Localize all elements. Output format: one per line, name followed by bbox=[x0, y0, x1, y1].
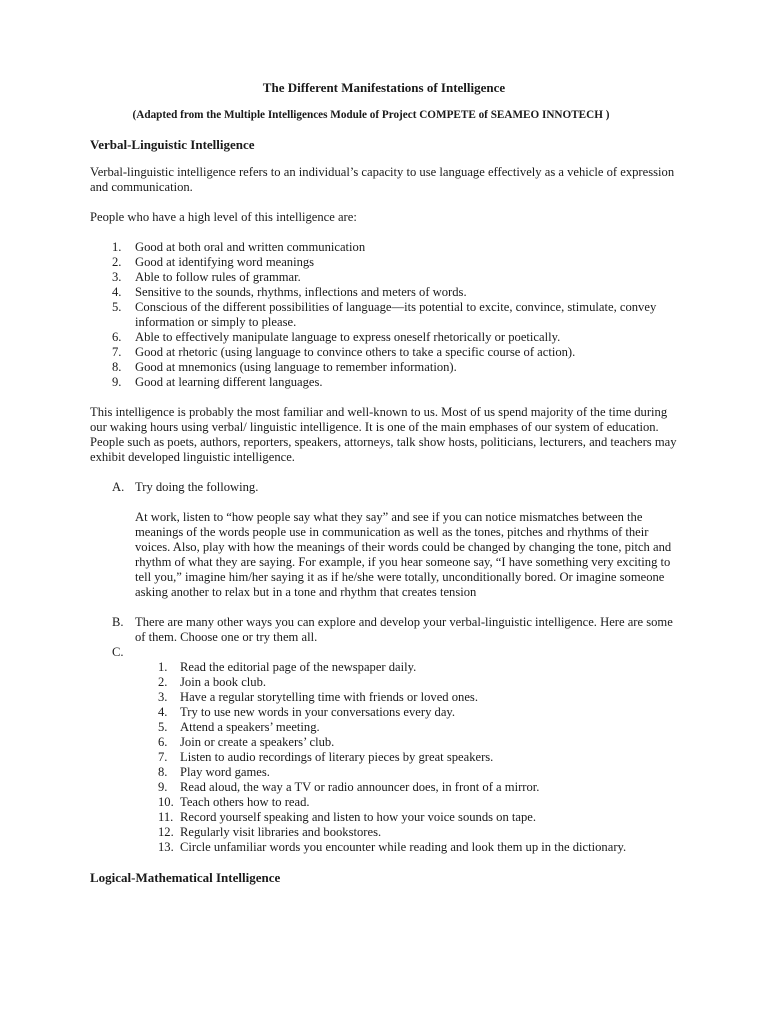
item-a-text: Try doing the following. bbox=[135, 480, 259, 494]
list-number: 5. bbox=[158, 720, 168, 734]
list-number: 12. bbox=[158, 825, 174, 839]
list-number: 10. bbox=[158, 795, 174, 809]
list-text: Have a regular storytelling time with friends or loved ones. bbox=[180, 690, 478, 704]
document-body bbox=[90, 137, 680, 885]
list-number: 9. bbox=[158, 780, 168, 794]
list-number: 7. bbox=[112, 345, 122, 359]
list-item bbox=[90, 660, 680, 675]
list-text: Able to follow rules of grammar. bbox=[135, 270, 301, 284]
list-item bbox=[90, 765, 680, 780]
list-text: Good at learning different languages. bbox=[135, 375, 323, 389]
list-number: 3. bbox=[112, 270, 122, 284]
list-text: Play word games. bbox=[180, 765, 270, 779]
list-text: Good at both oral and written communication bbox=[135, 240, 366, 254]
list-item bbox=[90, 810, 680, 825]
list-item bbox=[90, 750, 680, 765]
list-text: Good at rhetoric (using language to convince others to take a specific course of action). bbox=[135, 345, 576, 359]
list-number: 4. bbox=[158, 705, 168, 719]
list-text: Record yourself speaking and listen to how your voice sounds on tape. bbox=[180, 810, 537, 824]
list-text: Listen to audio recordings of literary pieces by great speakers. bbox=[180, 750, 494, 764]
activities-list bbox=[90, 660, 680, 855]
traits-list bbox=[90, 240, 680, 390]
list-text: Conscious of the different possibilities of language—its potential to excite, convince, stimulate, convey information or simply to please. bbox=[135, 300, 657, 329]
list-item bbox=[90, 735, 680, 750]
list-item bbox=[90, 705, 680, 720]
list-text: Good at identifying word meanings bbox=[135, 255, 315, 269]
list-number: 7. bbox=[158, 750, 168, 764]
list-number: 4. bbox=[112, 285, 122, 299]
item-letter: C. bbox=[112, 645, 124, 659]
item-c bbox=[90, 645, 680, 660]
list-number: 9. bbox=[112, 375, 122, 389]
list-item bbox=[90, 375, 680, 390]
section-heading-logical-mathematical: Logical-Mathematical Intelligence bbox=[90, 870, 281, 885]
list-item bbox=[90, 720, 680, 735]
list-text: Regularly visit libraries and bookstores. bbox=[180, 825, 382, 839]
paragraph-familiarity: This intelligence is probably the most familiar and well-known to us. Most of us spend majority of the time during our waking hours using verbal/ linguistic intelligence. It is one of the main emphases of our system of education. People such as poets, authors, reporters, speakers, attorneys, talk show hosts, politicians, lecturers, and teachers may exhibit developed linguistic intelligence. bbox=[90, 405, 677, 464]
list-text: Sensitive to the sounds, rhythms, inflections and meters of words. bbox=[135, 285, 467, 299]
list-number: 6. bbox=[112, 330, 122, 344]
list-item bbox=[90, 255, 680, 270]
list-item bbox=[90, 345, 680, 360]
list-number: 1. bbox=[158, 660, 168, 674]
list-text: Good at mnemonics (using language to remember information). bbox=[135, 360, 457, 374]
list-text: Teach others how to read. bbox=[180, 795, 310, 809]
list-item bbox=[90, 285, 680, 300]
item-letter: A. bbox=[112, 480, 125, 494]
list-item bbox=[90, 825, 680, 840]
list-number: 5. bbox=[112, 300, 122, 314]
item-a-body: At work, listen to “how people say what they say” and see if you can notice mismatches between the meanings of the words people use in communication as well as the tones, pitches and rhythms of their voices. Also, play with how the meanings of their words could be changed by changing the tone, pitch and rhythm of what they are saying. For example, if you hear someone say, “I have something very exciting to tell you,” imagine him/her saying it as if he/she were totally, unconditionally bored. Or imagine someone asking another to relax but in a tone and rhythm that creates tension bbox=[135, 510, 672, 599]
list-item bbox=[90, 270, 680, 285]
list-text: Attend a speakers’ meeting. bbox=[180, 720, 320, 734]
list-number: 2. bbox=[112, 255, 122, 269]
list-item bbox=[90, 330, 680, 345]
list-text: Read aloud, the way a TV or radio announcer does, in front of a mirror. bbox=[180, 780, 540, 794]
list-item bbox=[90, 675, 680, 690]
list-item bbox=[90, 360, 680, 375]
item-b bbox=[90, 615, 680, 645]
document-subtitle: (Adapted from the Multiple Intelligences Module of Project COMPETE of SEAMEO INNOTECH ) bbox=[132, 109, 610, 121]
list-item bbox=[90, 780, 680, 795]
list-number: 11. bbox=[158, 810, 174, 824]
list-number: 13. bbox=[158, 840, 174, 854]
list-text: Join a book club. bbox=[180, 675, 267, 689]
list-number: 1. bbox=[112, 240, 122, 254]
paragraph-definition: Verbal-linguistic intelligence refers to an individual’s capacity to use language effectively as a vehicle of expression and communication. bbox=[90, 165, 675, 194]
list-text: Join or create a speakers’ club. bbox=[180, 735, 335, 749]
list-number: 6. bbox=[158, 735, 168, 749]
list-number: 8. bbox=[158, 765, 168, 779]
list-item bbox=[90, 840, 680, 855]
list-text: Able to effectively manipulate language to express oneself rhetorically or poetically. bbox=[135, 330, 561, 344]
list-text: Read the editorial page of the newspaper daily. bbox=[180, 660, 417, 674]
list-item bbox=[90, 795, 680, 810]
list-item bbox=[90, 690, 680, 705]
list-item bbox=[90, 300, 680, 330]
list-text: Try to use new words in your conversations every day. bbox=[180, 705, 456, 719]
list-number: 3. bbox=[158, 690, 168, 704]
list-number: 2. bbox=[158, 675, 168, 689]
list-number: 8. bbox=[112, 360, 122, 374]
item-a bbox=[90, 480, 680, 600]
item-letter: B. bbox=[112, 615, 124, 629]
list-text: Circle unfamiliar words you encounter while reading and look them up in the dictionary. bbox=[180, 840, 627, 854]
section-heading-verbal-linguistic: Verbal-Linguistic Intelligence bbox=[90, 137, 255, 152]
document-title: The Different Manifestations of Intelligence bbox=[262, 80, 506, 95]
paragraph-intro-traits: People who have a high level of this intelligence are: bbox=[90, 210, 357, 224]
list-item bbox=[90, 240, 680, 255]
item-b-text: There are many other ways you can explore and develop your verbal-linguistic intelligence. Here are some of them. Choose one or try them all. bbox=[135, 615, 673, 644]
